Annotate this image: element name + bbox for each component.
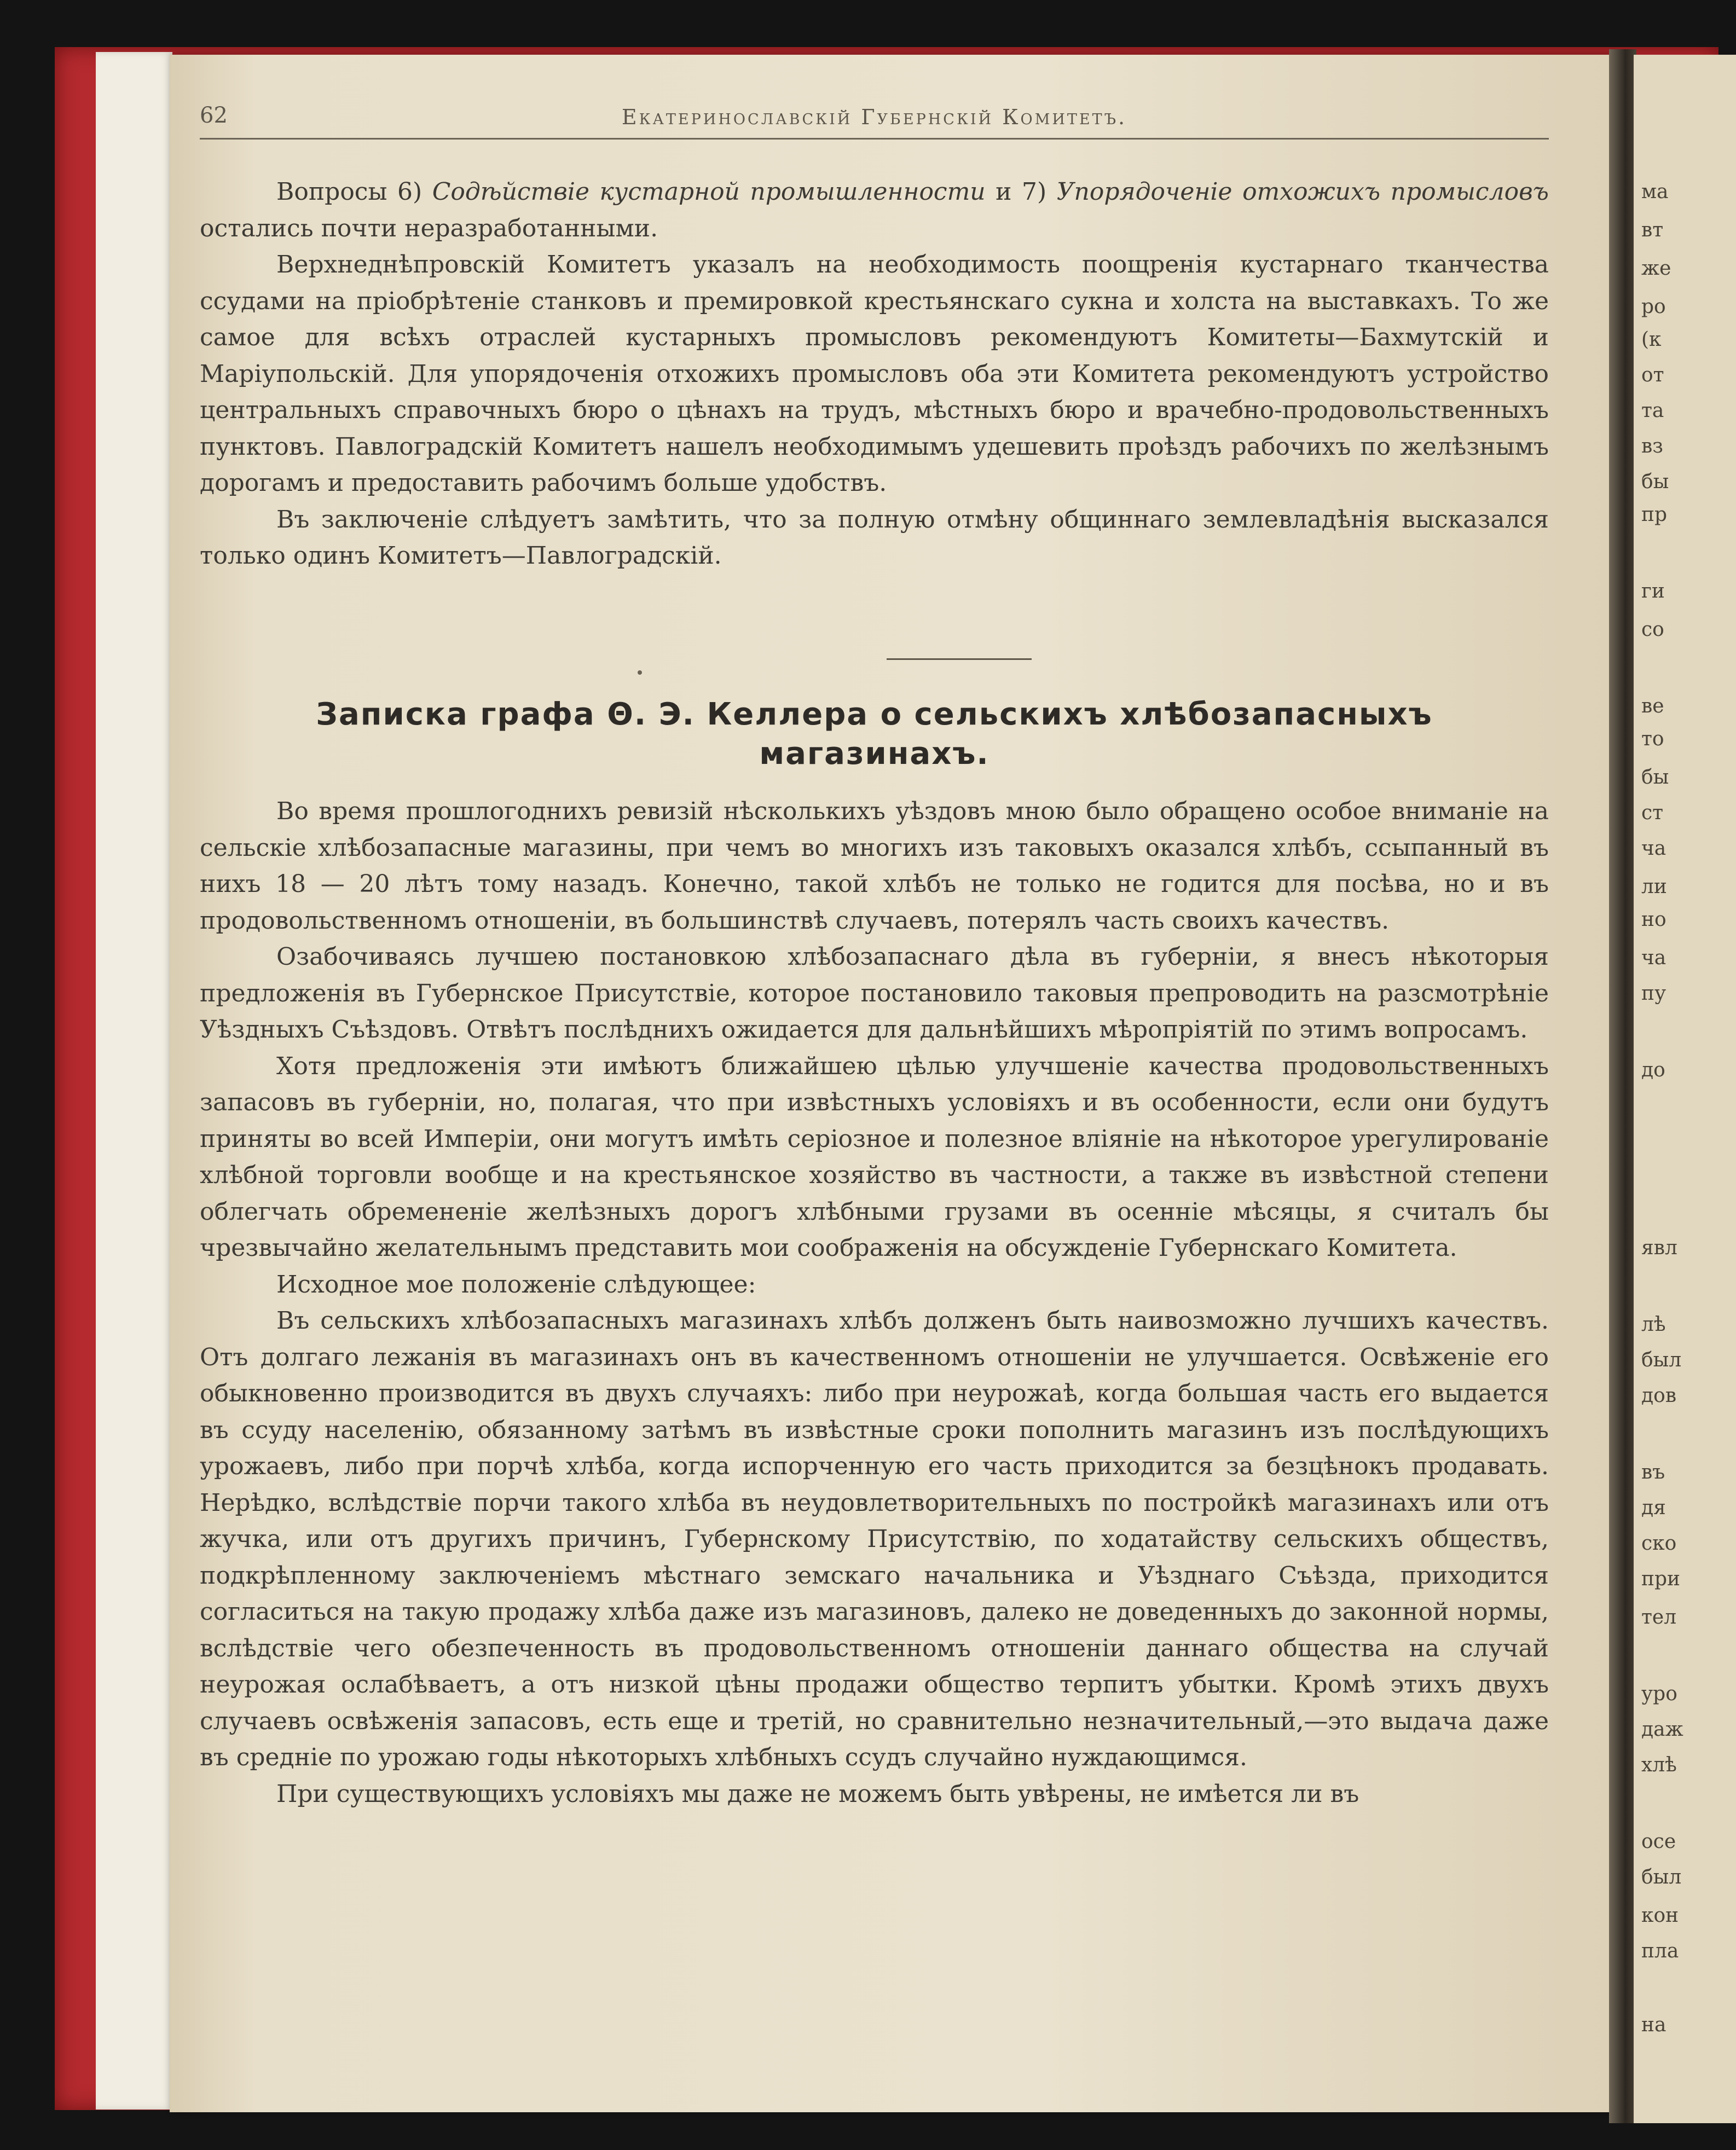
next-page-fragment: явл [1641,1237,1677,1259]
page-header [200,98,1549,137]
book-gutter [1609,49,1636,2123]
next-page-fragment: даж [1641,1718,1683,1741]
paragraph: Во время прошлогоднихъ ревизій нѣсколькихъ уѣздовъ мною было обращено особое вниманіе на сельскіе хлѣбозапасные магазины, при чемъ во многихъ изъ таковыхъ оказался хлѣбъ, ссыпанный въ нихъ 18 — 20 лѣтъ тому назадъ. Конечно, такой хлѣбъ не только не годится для посѣва, но и въ продовольственномъ отношеніи, въ большинствѣ случаевъ, потерялъ часть своихъ качествъ. [200,797,1549,935]
next-page-fragment: ча [1641,837,1666,860]
ink-dot [638,670,642,675]
next-page-fragment: кон [1641,1904,1679,1927]
next-page-fragment: тел [1641,1606,1677,1629]
endpaper-white [96,52,172,2110]
next-page-fragment: при [1641,1568,1681,1590]
next-page-fragment: осе [1641,1830,1676,1853]
next-page-fragment: пр [1641,503,1668,526]
next-page-fragment: до [1641,1059,1665,1081]
next-page-fragment: уро [1641,1683,1677,1705]
paragraph: Хотя предложенія эти имѣютъ ближайшею цѣлью улучшеніе качества продовольственныхъ запасовъ въ губерніи, но, полагая, что при извѣстныхъ условіяхъ и въ особенности, если они будутъ приняты во всей Имперіи, они могутъ имѣть серіозное и полезное вліяніе на нѣкоторое урегулированіе хлѣбной торговли вообще и на крестьянское хозяйство въ частности, а также въ извѣстной степени облегчать обремененіе желѣзныхъ дорогъ хлѣбными грузами въ осенніе мѣсяцы, я считалъ бы чрезвычайно желательнымъ представить мои соображенія на обсужденіе Губернскаго Комитета. [200,1052,1549,1262]
text-run: остались почти неразработанными. [200,214,658,242]
next-page-fragment: ст [1641,802,1664,824]
next-page-fragment: от [1641,364,1664,386]
next-page-fragment: ли [1641,876,1667,898]
paragraph: Въ сельскихъ хлѣбозапасныхъ магазинахъ хлѣбъ долженъ быть наивозможно лучшихъ качествъ. Отъ долгаго лежанія въ магазинахъ онъ въ качественномъ отношеніи не улучшается. Освѣженіе его обыкновенно производится въ двухъ случаяхъ: либо при неурожаѣ, когда большая часть его выдается въ ссуду населенію, обязанному затѣмъ въ извѣстные сроки пополнить магазинъ изъ послѣдующихъ урожаевъ, либо при порчѣ хлѣба, когда испорченную его часть приходится за безцѣнокъ продавать. Нерѣдко, вслѣдствіе порчи такого хлѣба въ неудовлетворительныхъ по постройкѣ магазинахъ или отъ жучка, или отъ другихъ причинъ, Губернскому Присутствію, по ходатайству сельскихъ обществъ, подкрѣпленному заключеніемъ мѣстнаго земскаго начальника и Уѣзднаго Съѣзда, приходится согласиться на такую продажу хлѣба даже изъ магазиновъ, далеко не доведенныхъ до законной нормы, вслѣдствіе чего обезпеченность въ продовольственномъ отношеніи даннаго общества на случай неурожая ослабѣваетъ, а отъ низкой цѣны продажи общество терпитъ убытки. Кромѣ этихъ двухъ случаевъ освѣженія запасовъ, есть еще и третій, но сравнительно незначительный,—это выдача даже въ средніе по урожаю годы нѣкоторыхъ хлѣбныхъ ссудъ случайно нуждающимся. [200,1307,1549,1771]
next-page-fragment: дя [1641,1497,1666,1519]
italic-topic: Упорядоченіе отхожихъ промысловъ [1056,178,1549,206]
next-page-fragment: ро [1641,295,1666,318]
next-page-fragment: был [1641,1866,1682,1888]
next-page-fragment: та [1641,399,1664,422]
next-page-fragment: ги [1641,580,1665,602]
paragraph: Озабочиваясь лучшею постановкою хлѣбозапаснаго дѣла въ губерніи, я внесъ нѣкоторыя предложенія въ Губернское Присутствіе, которое постановило таковыя препроводить на разсмотрѣніе Уѣздныхъ Съѣздовъ. Отвѣтъ послѣднихъ ожидается для дальнѣйшихъ мѣропріятій по этимъ вопросамъ. [200,943,1549,1044]
next-page-fragment: ма [1641,181,1669,203]
text-run: Вопросы 6) [276,178,432,206]
next-page-fragment: бы [1641,766,1669,789]
next-page-fragment: ча [1641,947,1666,969]
next-page-fragment: пла [1641,1940,1679,1962]
next-page-fragment: был [1641,1349,1682,1371]
next-page-fragment: то [1641,728,1664,750]
paragraph: Верхнеднѣпровскій Комитетъ указалъ на необходимость поощренія кустарнаго тканчества ссудами на пріобрѣтеніе станковъ и премировкой крестьянскаго сукна и холста на выставкахъ. То же самое для всѣхъ отраслей кустарныхъ промысловъ рекомендуютъ Комитеты—Бахмутскій и Маріупольскій. Для упорядоченія отхожихъ промысловъ оба эти Комитета рекомендуютъ устройство центральныхъ справочныхъ бюро о цѣнахъ на трудъ, мѣстныхъ бюро и врачебно-продовольственныхъ пунктовъ. Павлоградскій Комитетъ нашелъ необходимымъ удешевить проѣздъ рабочихъ по желѣзнымъ дорогамъ и предоставить рабочимъ больше удобствъ. [200,251,1549,497]
next-page-fragment: лѣ [1641,1313,1666,1336]
section-title [200,695,1549,774]
section-title-line: Записка графа Θ. Э. Келлера о сельскихъ хлѣбозапасныхъ [316,697,1433,732]
next-page-fragment: но [1641,908,1666,931]
next-page-fragment: пу [1641,982,1666,1005]
italic-topic: Содѣйствіе кустарной промышленности [432,178,986,206]
next-page-fragment: въ [1641,1461,1665,1483]
next-page-fragment: хлѣ [1641,1754,1677,1776]
section-divider [887,658,1032,660]
next-page-fragment: дов [1641,1384,1677,1407]
page-number: 62 [200,103,228,128]
next-page-fragment: вз [1641,435,1663,457]
next-page-fragment: бы [1641,471,1669,493]
next-page-fragment: ве [1641,695,1664,717]
note-text-block [200,793,1549,1812]
section-title-line: магазинахъ. [759,736,989,772]
paragraph [200,174,1549,247]
next-page-fragment: ско [1641,1532,1677,1555]
text-run: и 7) [985,178,1057,206]
next-page-fragment: вт [1641,219,1664,241]
paragraph: Въ заключеніе слѣдуетъ замѣтить, что за полную отмѣну общиннаго землевладѣнія высказался только одинъ Комитетъ—Павлоградскій. [200,505,1549,570]
paragraph: При существующихъ условіяхъ мы даже не можемъ быть увѣрены, не имѣется ли въ [276,1780,1359,1808]
next-page-edge [1634,55,1736,2123]
header-rule [200,138,1549,140]
paragraph: Исходное мое положеніе слѣдующее: [276,1270,756,1299]
next-page-fragment: на [1641,2014,1666,2036]
next-page-fragment: (к [1641,328,1662,351]
next-page-fragment: же [1641,257,1671,280]
running-head: Екатеринославскій Губернскій Комитетъ. [621,105,1127,129]
next-page-fragment: со [1641,618,1664,641]
intro-text-block [200,174,1549,575]
